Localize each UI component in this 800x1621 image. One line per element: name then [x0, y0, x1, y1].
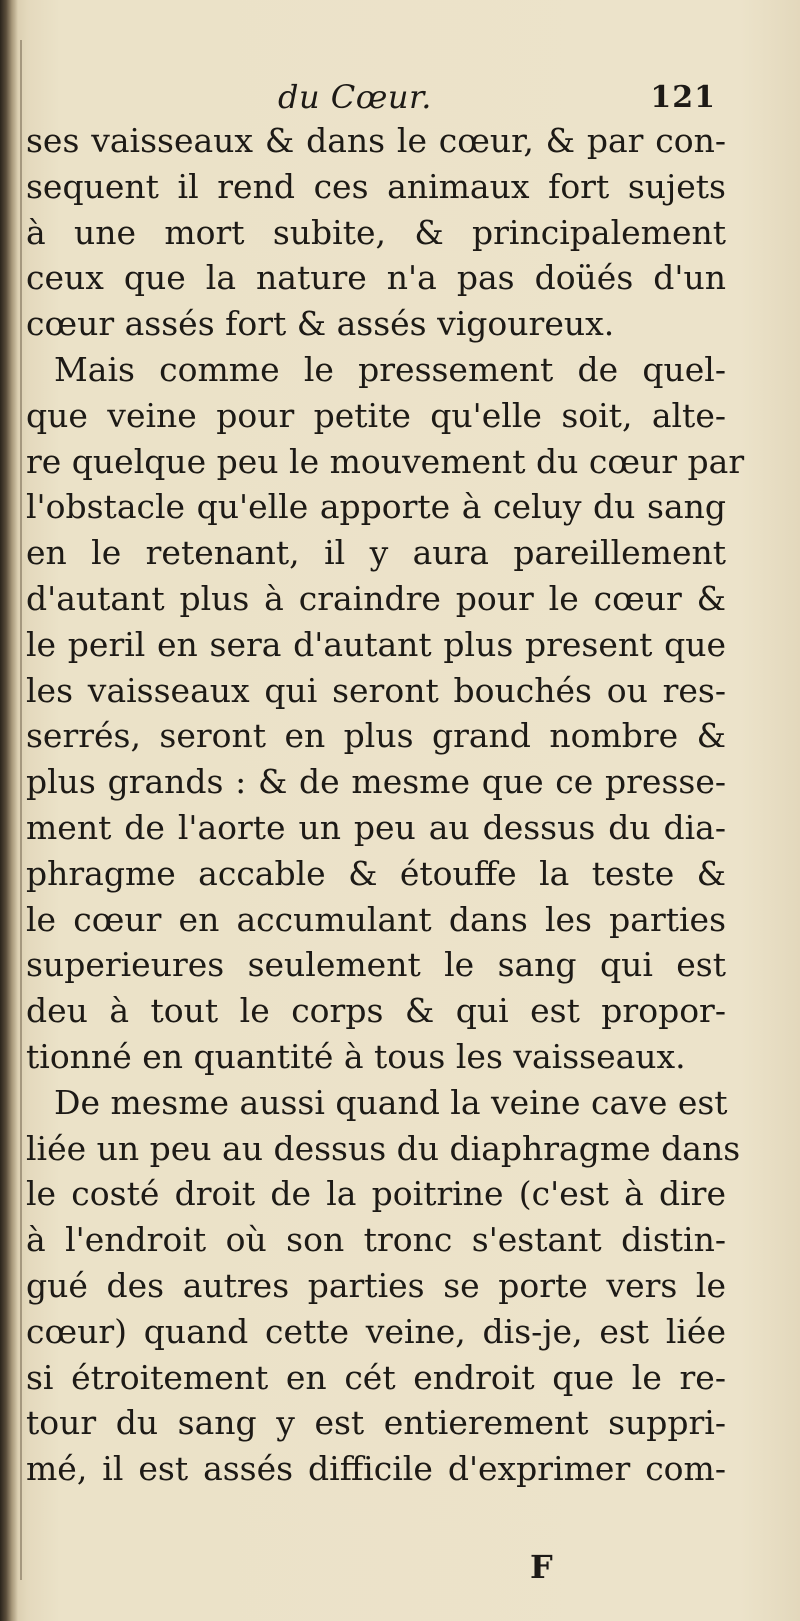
text-line: ceux que la nature n'a pas doüés d'un: [26, 258, 726, 298]
text-line: à une mort subite, & principalement: [26, 212, 726, 252]
text-line: d'autant plus à craindre pour le cœur &: [26, 578, 726, 618]
binding-shadow: [20, 40, 22, 1580]
text-line: superieures seulement le sang qui est: [26, 945, 726, 985]
text-line: mé, il est assés difficile d'exprimer com-: [26, 1449, 726, 1489]
text-line: le peril en sera d'autant plus present que: [26, 624, 726, 664]
book-binding: [0, 0, 18, 1621]
text-line: ses vaisseaux & dans le cœur, & par con-: [26, 121, 726, 160]
text-line: re quelque peu le mouvement du cœur par: [26, 441, 745, 481]
text-line: si étroitement en cét endroit que le re-: [26, 1357, 726, 1397]
text-line: phragme accable & étouffe la teste &: [26, 853, 726, 893]
text-line: en le retenant, il y aura pareillement: [26, 533, 726, 573]
text-line: gué des autres parties se porte vers le: [26, 1265, 726, 1305]
text-line: liée un peu au dessus du diaphragme dans: [26, 1128, 741, 1168]
text-line: ment de l'aorte un peu au dessus du dia-: [26, 807, 726, 847]
text-line: le costé droit de la poitrine (c'est à dire: [26, 1174, 726, 1214]
text-line: cœur assés fort & assés vigoureux.: [26, 304, 615, 344]
text-line: le cœur en accumulant dans les parties: [26, 899, 726, 939]
body-text: [26, 118, 745, 1492]
text-line: à l'endroit où son tronc s'estant distin-: [26, 1220, 726, 1260]
page-number: 121: [650, 80, 716, 115]
text-line: tionné en quantité à tous les vaisseaux.: [26, 1036, 686, 1076]
text-line: l'obstacle qu'elle apporte à celuy du sang: [26, 487, 726, 527]
text-line: Mais comme le pressement de quel-: [54, 349, 726, 389]
text-line: tour du sang y est entierement suppri-: [26, 1403, 726, 1443]
text-line: cœur) quand cette veine, dis-je, est liée: [26, 1311, 726, 1351]
text-line: plus grands : & de mesme que ce presse-: [26, 762, 726, 802]
text-line: serrés, seront en plus grand nombre &: [26, 716, 726, 756]
signature-mark: F: [530, 1548, 553, 1586]
text-line: sequent il rend ces animaux fort sujets: [26, 166, 726, 206]
text-line: que veine pour petite qu'elle soit, alte-: [26, 395, 726, 435]
running-head: du Cœur.: [278, 78, 432, 116]
text-line: les vaisseaux qui seront bouchés ou res-: [26, 670, 726, 710]
text-line: deu à tout le corps & qui est propor-: [26, 991, 726, 1031]
text-line: De mesme aussi quand la veine cave est: [54, 1082, 728, 1122]
